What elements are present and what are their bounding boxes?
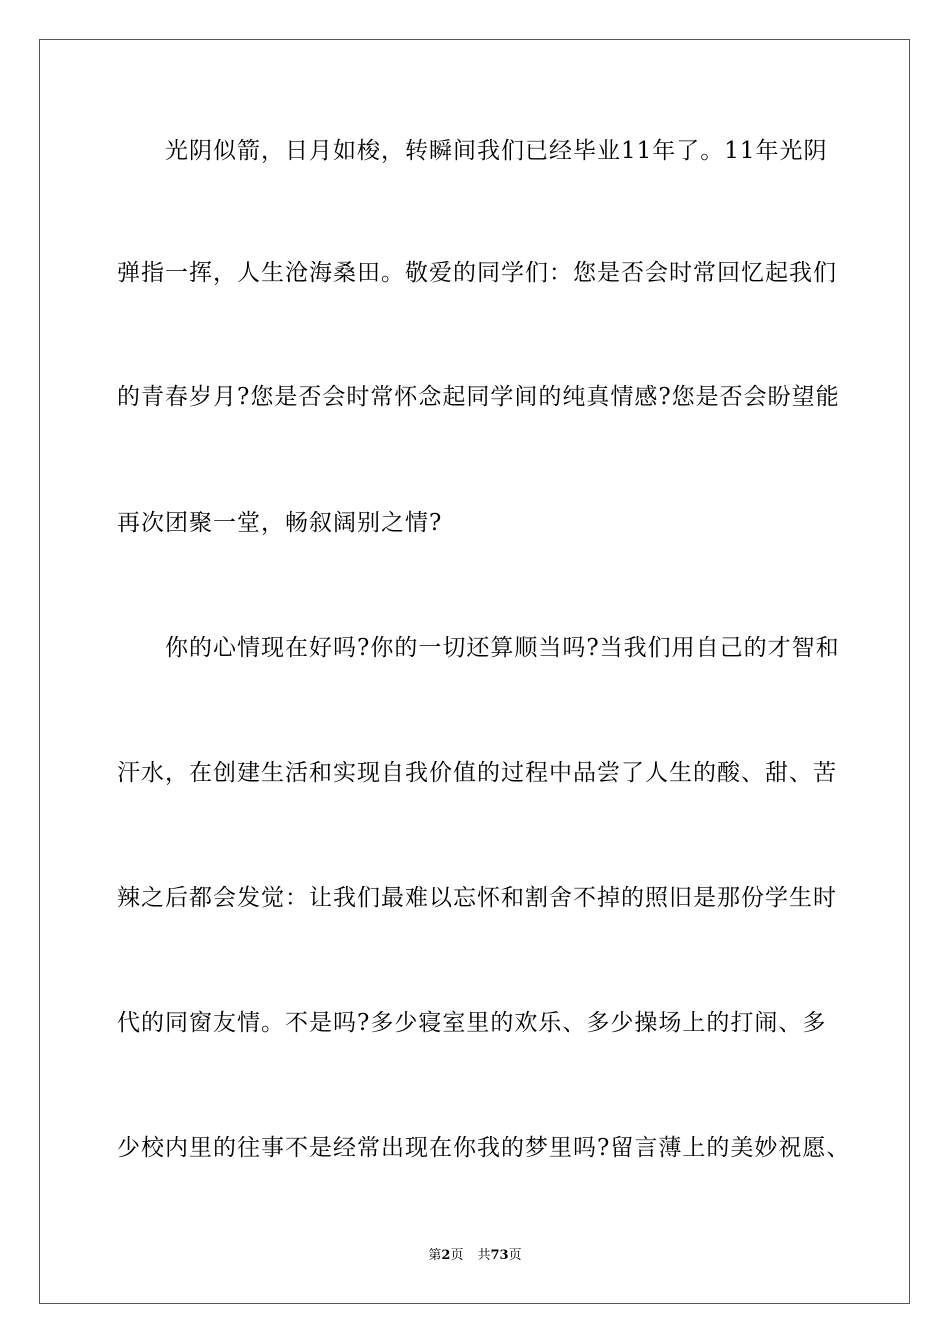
total-pages: 73 (490, 1248, 509, 1263)
text-line-5: 你的心情现在好吗?你的一切还算顺当吗?当我们用自己的才智和 (117, 635, 840, 661)
text-line-3: 的青春岁月?您是否会时常怀念起同学间的纯真情感?您是否会盼望能 (117, 384, 840, 410)
page-border (39, 39, 910, 1304)
text-line-9: 少校内里的往事不是经常出现在你我的梦里吗?留言薄上的美妙祝愿、 (117, 1135, 851, 1161)
page-prefix: 第 (428, 1248, 442, 1263)
text-line-6: 汗水，在创建生活和实现自我价值的过程中品尝了人生的酸、甜、苦 (117, 760, 837, 786)
text-line-4: 再次团聚一堂，畅叙阔别之情? (117, 510, 443, 536)
total-suffix: 页 (508, 1248, 522, 1263)
text-line-1: 光阴似箭，日月如梭，转瞬间我们已经毕业11年了。11年光阴 (117, 138, 828, 164)
total-prefix: 共 (477, 1248, 491, 1263)
text-line-7: 辣之后都会发觉：让我们最难以忘怀和割舍不掉的照旧是那份学生时 (117, 885, 837, 911)
page-footer (0, 1248, 950, 1264)
text-line-2: 弹指一挥，人生沧海桑田。敬爱的同学们：您是否会时常回忆起我们 (117, 260, 837, 286)
page-number: 2 (441, 1248, 451, 1263)
text-line-8: 代的同窗友情。不是吗?多少寝室里的欢乐、多少操场上的打闹、多 (117, 1010, 827, 1036)
page-suffix: 页 (450, 1248, 464, 1263)
